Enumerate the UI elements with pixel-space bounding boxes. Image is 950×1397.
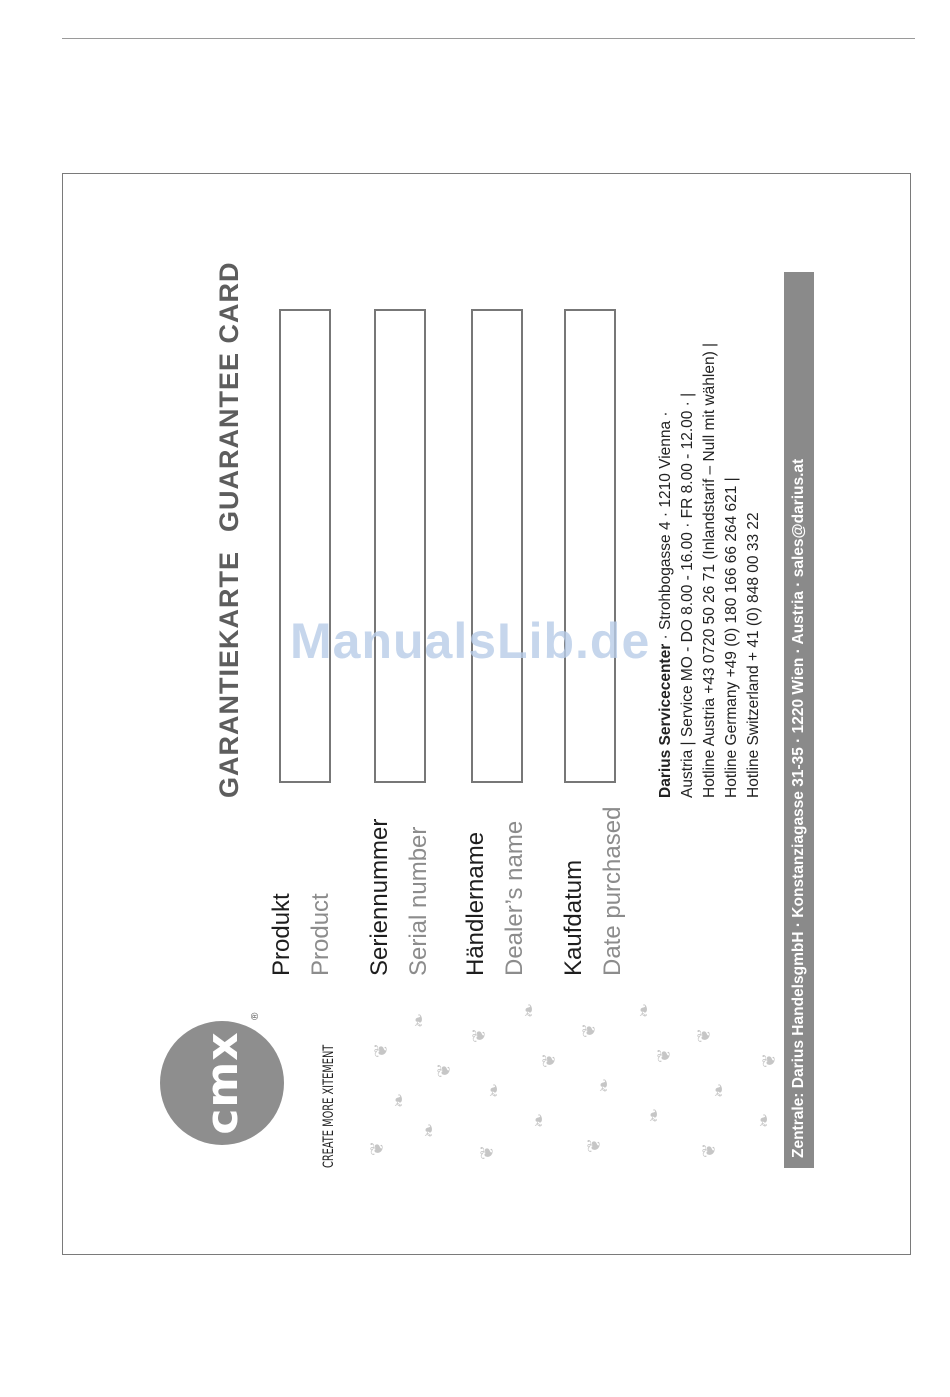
hotline-switzerland: Hotline Switzerland + 41 (0) 848 00 33 22 [745,512,762,798]
card-title-de: GARANTIEKARTE [214,551,244,798]
label-serial-en: Serial number [405,826,432,976]
logo-text: cmx [196,1031,248,1135]
card-title-en: GUARANTEE CARD [214,261,244,532]
label-product-en: Product [307,893,334,976]
date-purchased-field[interactable] [564,309,616,783]
decorative-leaf-pattern: ❦ ❧ ❦ ❧ ❦ ❧ ❦ ❧ ❦ ❧ ❦ ❧ ❦ ❧ ❦ ❧ ❦ ❧ ❦ ❧ ❦ ❧ ❦ [367,1002,779,1160]
label-date-en: Date purchased [599,806,626,976]
serial-number-field[interactable] [374,309,426,783]
label-dealer-en: Dealer’s name [501,820,528,976]
hotline-germany: Hotline Germany +49 (0) 180 166 66 264 621 | [723,477,740,798]
watermark: ManualsLib.de [290,613,651,669]
label-date-de: Kaufdatum [560,859,587,976]
label-dealer-de: Händlername [462,831,489,976]
footer-text: Zentrale: Darius HandelsgmbH · Konstanziagasse 31-35 · 1220 Wien · Austria · sales@darius.at [790,458,807,1158]
service-center-name: Darius Servicecenter [657,643,674,798]
service-hours: Austria | Service MO - DO 8.00 - 16.00 · FR 8.00 - 12.00 · | [679,392,696,798]
service-contact-block [655,278,765,798]
hotline-austria: Hotline Austria +43 0720 50 26 71 (Inlandstarif – Null mit wählen) | [701,342,718,798]
label-serial-de: Seriennummer [366,818,393,976]
top-rule [62,38,915,39]
product-field[interactable] [279,309,331,783]
label-product-de: Produkt [268,893,295,976]
cmx-logo [160,1021,284,1145]
footer-bar [784,272,814,1168]
service-address: · Strohbogasse 4 · 1210 Vienna · [657,411,674,644]
dealer-name-field[interactable] [471,309,523,783]
brand-tagline: CREATE MORE XITEMENT [321,1044,337,1168]
registered-mark: ® [250,1012,261,1020]
guarantee-card [150,261,810,1168]
